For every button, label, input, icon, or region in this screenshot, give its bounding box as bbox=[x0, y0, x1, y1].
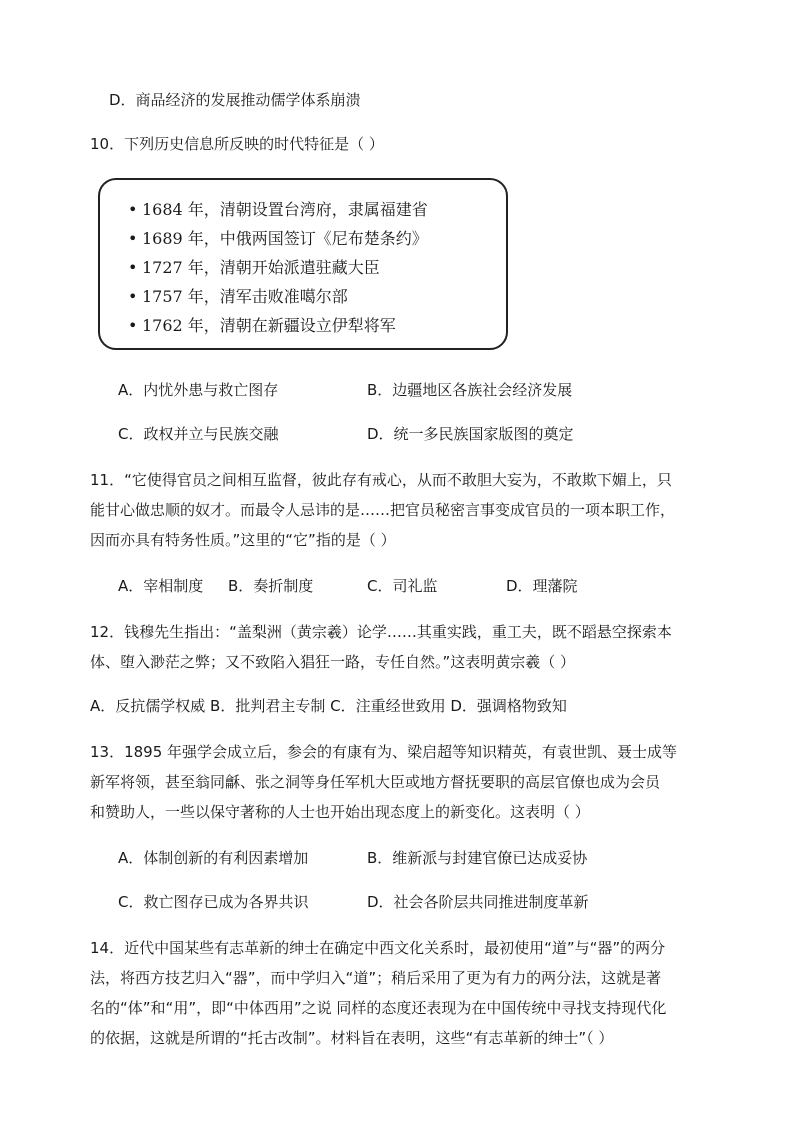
q10-option-d: D．统一多民族国家版图的奠定 bbox=[367, 425, 574, 443]
q13-option-a: A．体制创新的有利因素增加 bbox=[118, 849, 309, 867]
q14-stem-line: 法，将西方技艺归入“器”，而中学归入“道”；稍后采用了更为有力的两分法，这就是著 bbox=[90, 969, 662, 987]
q11-stem-line: 11．“它使得官员之间相互监督，彼此存有戒心，从而不敢胆大妄为，不敢欺下媚上，只 bbox=[90, 471, 672, 489]
q13-stem-line: 和赞助人，一些以保守著称的人士也开始出现态度上的新变化。这表明（ ） bbox=[90, 803, 590, 821]
q10-box-item: • 1727 年，清朝开始派遣驻藏大臣 bbox=[128, 258, 380, 277]
q11-option-b: B．奏折制度 bbox=[228, 577, 314, 595]
q13-option-b: B．维新派与封建官僚已达成妥协 bbox=[367, 849, 588, 867]
q13-stem-line: 新军将领，甚至翁同龢、张之洞等身任军机大臣或地方督抚要职的高层官僚也成为会员 bbox=[90, 773, 661, 791]
q11-stem-line: 因而亦具有特务性质。”这里的“它”指的是（ ） bbox=[90, 531, 396, 549]
q11-option-d: D．理藩院 bbox=[506, 577, 578, 595]
q11-option-c: C．司礼监 bbox=[367, 577, 438, 595]
q14-stem-line: 名的“体”和“用”，即“中体西用”之说 同样的态度还表现为在中国传统中寻找支持现代化 bbox=[90, 999, 667, 1017]
q11-stem-line: 能甘心做忠顺的奴才。而最令人忌讳的是……把官员秘密言事变成官员的一项本职工作， bbox=[90, 501, 676, 519]
q10-stem: 10．下列历史信息所反映的时代特征是（ ） bbox=[90, 135, 384, 153]
q13-option-d: D．社会各阶层共同推进制度革新 bbox=[367, 893, 589, 911]
q10-box-item: • 1684 年，清朝设置台湾府，隶属福建省 bbox=[128, 200, 428, 219]
q12-stem-line: 12．钱穆先生指出：“盖梨洲（黄宗羲）论学……其重实践，重工夫，既不蹈悬空探索本 bbox=[90, 623, 672, 641]
q10-option-b: B．边疆地区各族社会经济发展 bbox=[367, 381, 573, 399]
q14-stem-line: 的依据，这就是所谓的“托古改制”。材料旨在表明，这些“有志革新的绅士”（ ） bbox=[90, 1029, 614, 1047]
q12-stem-line: 体、堕入渺茫之弊；又不致陷入猖狂一路，专任自然。”这表明黄宗羲（ ） bbox=[90, 653, 576, 671]
q11-option-a: A．宰相制度 bbox=[118, 577, 204, 595]
q10-option-a: A．内忧外患与救亡图存 bbox=[118, 381, 279, 399]
q14-stem-line: 14．近代中国某些有志革新的绅士在确定中西文化关系时，最初使用“道”与“器”的两分 bbox=[90, 939, 666, 957]
q10-info-box bbox=[98, 178, 508, 350]
q10-option-c: C．政权并立与民族交融 bbox=[118, 425, 279, 443]
q12-options: A．反抗儒学权威 B．批判君主专制 C．注重经世致用 D．强调格物致知 bbox=[90, 697, 567, 715]
q10-box-item: • 1757 年，清军击败准噶尔部 bbox=[128, 287, 348, 306]
q13-stem-line: 13．1895 年强学会成立后，参会的有康有为、梁启超等知识精英，有袁世凯、聂士成等 bbox=[90, 743, 678, 761]
q13-option-c: C．救亡图存已成为各界共识 bbox=[118, 893, 309, 911]
q10-box-item: • 1762 年，清朝在新疆设立伊犁将军 bbox=[128, 316, 396, 335]
q9-option-d: D．商品经济的发展推动儒学体系崩溃 bbox=[109, 91, 361, 109]
q10-box-item: • 1689 年，中俄两国签订《尼布楚条约》 bbox=[128, 229, 428, 248]
